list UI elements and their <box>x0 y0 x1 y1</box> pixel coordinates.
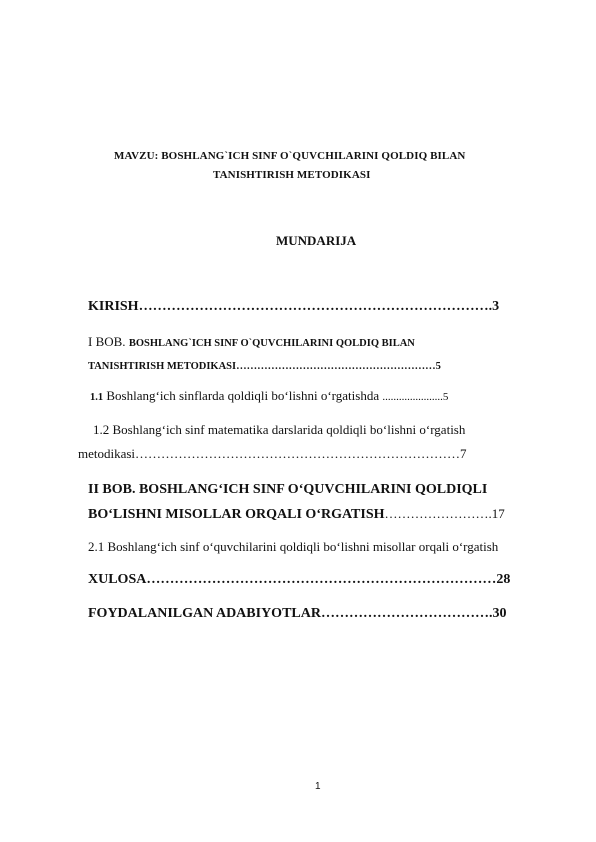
title-line-2: TANISHTIRISH METODIKASI <box>213 169 371 181</box>
toc-section-1-1-text: Boshlang‘ich sinflarda qoldiqli bo‘lishni o‘rgatishda <box>103 388 383 403</box>
toc-bob2-line1: II BOB. BOSHLANG‘ICH SINF O‘QUVCHILARINI QOLDIQLI <box>88 482 488 497</box>
page-number: 1 <box>315 781 321 792</box>
toc-bob1-prefix: I BOB. <box>88 334 129 349</box>
contents-heading: MUNDARIJA <box>276 233 357 248</box>
toc-section-1-2-line1: 1.2 Boshlang‘ich sinf matematika darslarida qoldiqli bo‘lishni o‘rgatish <box>93 422 466 437</box>
toc-bob1-line1 <box>88 333 415 351</box>
title-line-1: MAVZU: BOSHLANG`ICH SINF O`QUVCHILARINI QOLDIQ BILAN <box>114 150 466 162</box>
toc-section-1-1-dots: ......................5 <box>382 391 449 403</box>
toc-section-1-1 <box>90 387 448 405</box>
toc-section-1-1-number: 1.1 <box>90 392 104 403</box>
toc-section-1-2-line2: metodikasi…………………………………………………………………7 <box>78 446 467 461</box>
toc-bob2-dots: …………………….17 <box>384 506 505 521</box>
toc-bob1-line2 <box>88 356 441 374</box>
toc-bob2-title-part2: BO‘LISHNI MISOLLAR ORQALI O‘RGATISH <box>88 507 385 522</box>
toc-bob1-title-part2: TANISHTIRISH METODIKASI <box>88 361 237 372</box>
toc-adabiyotlar: FOYDALANILGAN ADABIYOTLAR……………………………….30 <box>88 606 507 621</box>
toc-kirish: KIRISH………………………………………………………………….3 <box>88 299 500 314</box>
toc-bob1-title-part1: BOSHLANG`ICH SINF O`QUVCHILARINI QOLDIQ BILAN <box>128 338 415 349</box>
toc-bob2-line2 <box>88 505 505 523</box>
toc-section-2-1: 2.1 Boshlang‘ich sinf o‘quvchilarini qoldiqli bo‘lishni misollar orqali o‘rgatish <box>88 539 499 554</box>
toc-bob1-dots: …………………………………………………5 <box>236 361 441 372</box>
toc-xulosa: XULOSA…………………………………………………………………28 <box>88 572 511 587</box>
